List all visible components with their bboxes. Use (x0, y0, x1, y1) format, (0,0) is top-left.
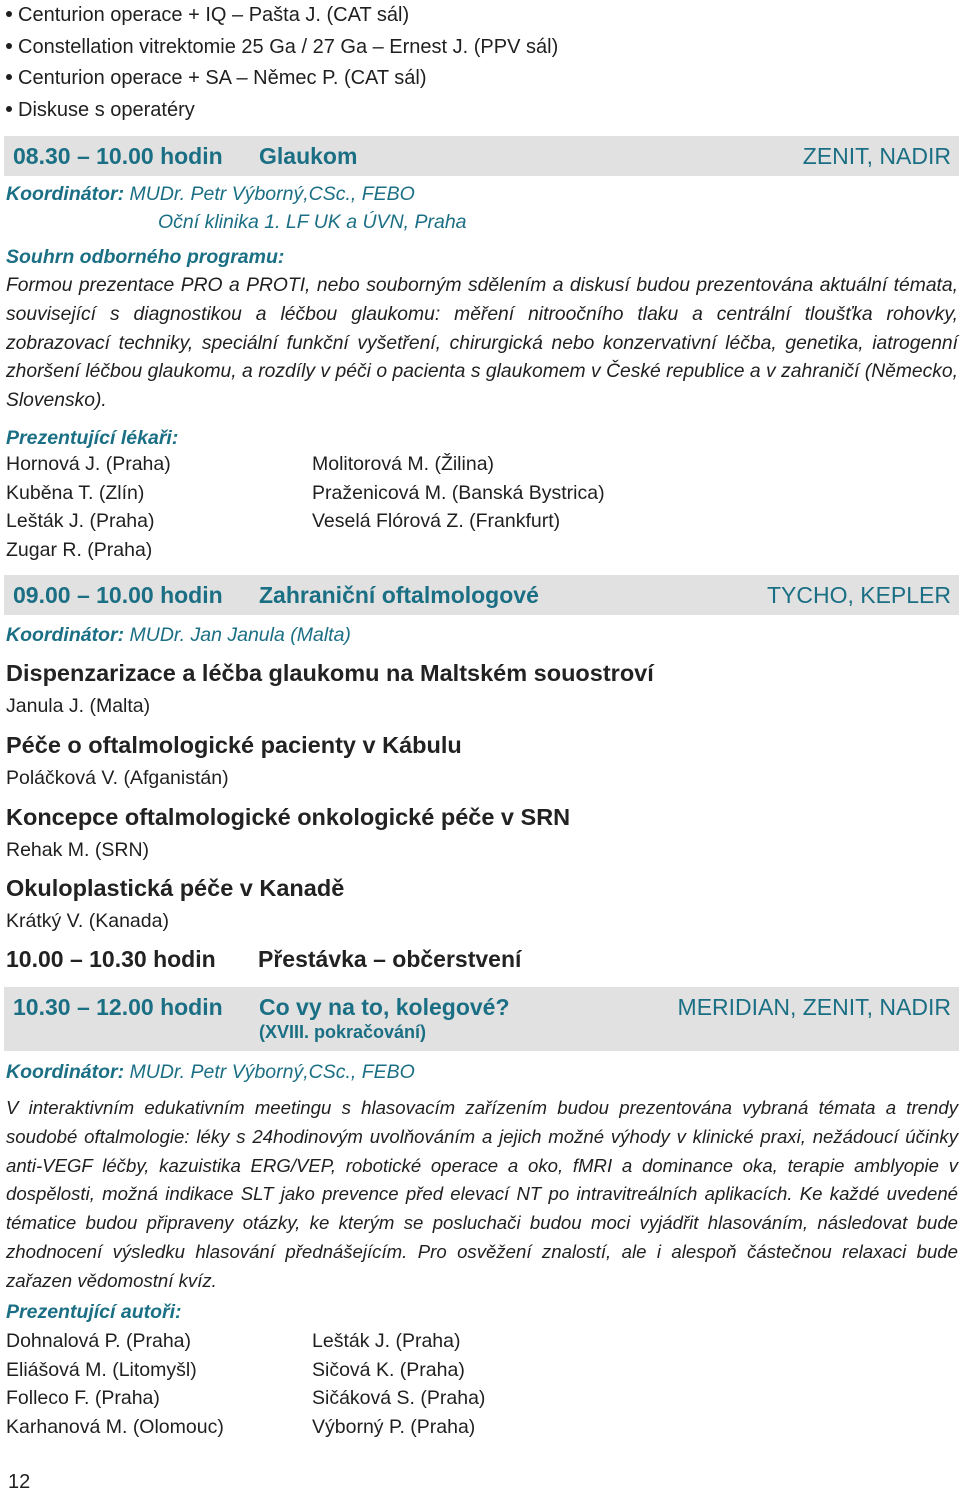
session-title: Co vy na to, kolegové? (259, 994, 510, 1020)
author-name: Karhanová M. (Olomouc) (6, 1415, 224, 1438)
session-header-zahranicni (4, 575, 959, 615)
bullet-dot-icon (6, 106, 12, 112)
session-summary: V interaktivním edukativním meetingu s hlasovacím zařízením budou prezentována vybraná témata a trendy soudobé oftalmologie: léky s 24hodinovým uvolňováním a jejich možné výhody v klinické praxi, nežádoucí účinky anti-VEGF léčby, kazuistika ERG/VEP, robotické operace a oko, fMRI a dominance oka, terapie amblyopie v dospělosti, možná indikace SLT jako prevence před elevací NT po intravitreálních aplikacích. Ke každé uvedené tématice budou připraveny otázky, ke kterým se posluchači budou moci vyjádřit hlasováním, následovat bude zhodnocení výsledku hlasování přednášejícím. Pro osvěžení znalostí, ale i alespoň částečnou relaxaci bude zařazen vědomostní kvíz. (6, 1097, 958, 1291)
talk-author: Rehak M. (SRN) (6, 839, 150, 861)
page-number: 12 (8, 1471, 31, 1493)
session-room: MERIDIAN, ZENIT, NADIR (677, 994, 951, 1020)
session-time: 08.30 – 10.00 hodin (13, 143, 223, 169)
session-header-glaukom (4, 136, 959, 176)
session-subtitle: (XVIII. pokračování) (259, 1022, 427, 1042)
authors-label: Prezentující autoři: (6, 1301, 182, 1323)
presenter-name: Kuběna T. (Zlín) (6, 481, 145, 504)
author-name: Sičáková S. (Praha) (312, 1387, 486, 1409)
presenter-name: Veselá Flórová Z. (Frankfurt) (312, 510, 561, 532)
presenter-name: Molitorová M. (Žilina) (312, 453, 495, 475)
summary-label: Souhrn odborného programu: (6, 246, 285, 268)
presenters-label: Prezentující lékaři: (6, 427, 179, 449)
bullet-dot-icon (6, 43, 12, 49)
bullet-item: Centurion operace + IQ – Pašta J. (CAT sál) (6, 0, 558, 32)
bullet-item: Diskuse s operatéry (6, 95, 558, 127)
presenters-right-column (312, 450, 605, 536)
author-name: Dohnalová P. (Praha) (6, 1330, 192, 1352)
author-name: Lešták J. (Praha) (312, 1330, 461, 1352)
break-row (6, 942, 956, 976)
presenters-left-column (6, 450, 171, 564)
talk-title: Péče o oftalmologické pacienty v Kábulu (6, 732, 462, 758)
bullet-item: Centurion operace + SA – Němec P. (CAT sál) (6, 63, 558, 95)
session-time: 09.00 – 10.00 hodin (13, 582, 223, 608)
break-time: 10.00 – 10.30 hodin (6, 946, 216, 972)
session-title: Glaukom (259, 143, 358, 169)
talk-author: Janula J. (Malta) (6, 695, 151, 717)
session-summary: Formou prezentace PRO a PROTI, nebo souborným sdělením a diskusí budou prezentována aktuální témata, související s diagnostikou a léčbou glaukomu: měření nitroočního tlaku a centrální tloušťka rohovky, zobrazovací techniky, speciální funkční vyšetření, chirurgická nebo konzervativní léčba, genetika, iatrogenní zhoršení léčbou glaukomu, a rozdíly v péči o pacienta s glaukomem v České republice a v zahraničí (Německo, Slovensko). (6, 275, 958, 412)
author-name: Folleco F. (Praha) (6, 1387, 160, 1409)
talk-title: Koncepce oftalmologické onkologické péče v SRN (6, 804, 571, 830)
presenter-name: Praženicová M. (Banská Bystrica) (312, 481, 605, 504)
session-header-co-vy-na-to (4, 987, 959, 1051)
bullet-item: Constellation vitrektomie 25 Ga / 27 Ga – Ernest J. (PPV sál) (6, 32, 558, 64)
coordinator-institution: Oční klinika 1. LF UK a ÚVN, Praha (158, 211, 467, 233)
presenter-name: Hornová J. (Praha) (6, 453, 171, 475)
session-room: TYCHO, KEPLER (766, 582, 951, 608)
session-coordinator: Koordinátor: MUDr. Petr Výborný,CSc., FEBO (6, 183, 415, 205)
session-time: 10.30 – 12.00 hodin (13, 994, 223, 1020)
session-room: ZENIT, NADIR (802, 143, 951, 169)
talk-title: Dispenzarizace a léčba glaukomu na Maltském souostroví (6, 660, 654, 686)
break-title: Přestávka – občerstvení (258, 946, 522, 972)
talk-author: Poláčková V. (Afganistán) (6, 767, 229, 789)
bullet-dot-icon (6, 74, 12, 80)
author-name: Sičová K. (Praha) (312, 1358, 465, 1381)
session-coordinator: Koordinátor: MUDr. Jan Janula (Malta) (6, 624, 351, 646)
presenter-name: Zugar R. (Praha) (6, 538, 153, 561)
author-name: Výborný P. (Praha) (312, 1415, 476, 1438)
session-coordinator: Koordinátor: MUDr. Petr Výborný,CSc., FEBO (6, 1061, 415, 1083)
authors-right-column (312, 1327, 485, 1441)
authors-left-column (6, 1327, 224, 1441)
session-title: Zahraniční oftalmologové (259, 582, 539, 608)
author-name: Eliášová M. (Litomyšl) (6, 1358, 197, 1381)
talk-title: Okuloplastická péče v Kanadě (6, 875, 345, 901)
bullet-dot-icon (6, 11, 12, 17)
workshop-bullet-list (6, 0, 558, 126)
talk-author: Krátký V. (Kanada) (6, 910, 169, 932)
presenter-name: Lešták J. (Praha) (6, 510, 155, 532)
